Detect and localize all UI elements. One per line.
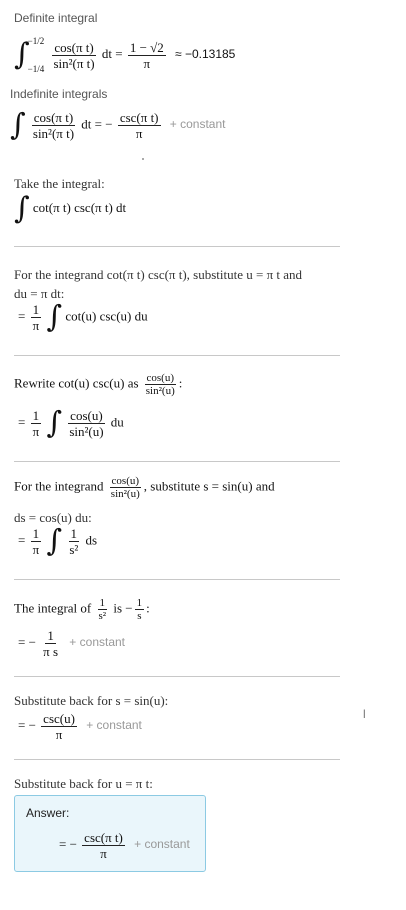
step3-expression: [18, 405, 124, 441]
indefinite-integrals-label: Indefinite integrals: [10, 87, 108, 101]
margin-mark: l: [363, 707, 366, 721]
inline-frac-den: s²: [98, 610, 107, 622]
step1-text: Take the integral:: [14, 176, 105, 191]
approx-value: ≈ −0.13185: [175, 46, 236, 61]
step5-denominator: π s: [43, 644, 59, 659]
inline-frac-den: sin²(u): [110, 488, 140, 500]
step1-expression: [14, 191, 127, 226]
equals-minus: = −: [18, 717, 36, 733]
constant-label: + constant: [169, 117, 226, 132]
integral-sign-icon: ∫: [14, 37, 30, 72]
step5-text-b: is −: [113, 600, 133, 616]
step2-text: For the integrand cot(π t) csc(π t), substitute u = π t and: [14, 267, 303, 282]
step4-text: [14, 475, 275, 500]
colon: :: [178, 375, 183, 391]
step6-denominator: π: [55, 727, 63, 742]
integral-sign-icon: ∫: [46, 405, 63, 441]
step5-expression: [18, 628, 125, 659]
answer-denominator: π: [100, 846, 107, 861]
colon: :: [146, 600, 150, 616]
step4-ds: ds: [85, 532, 98, 548]
step4-text-c: ds = cos(u) du:: [14, 510, 92, 525]
step3-du: du: [110, 414, 124, 430]
inline-frac-num: cos(u): [146, 372, 175, 384]
indef-dt: dt = −: [81, 116, 113, 132]
frac-one: 1: [32, 408, 40, 423]
equals-sign: =: [18, 414, 26, 430]
step3-numerator: cos(u): [70, 408, 103, 423]
answer-label: Answer:: [26, 806, 70, 820]
step5-text-a: The integral of: [14, 600, 92, 616]
step4-text-a: For the integrand: [14, 478, 104, 494]
equals-minus: = −: [59, 836, 77, 852]
constant-label: + constant: [86, 718, 142, 733]
frac-one: 1: [32, 526, 40, 541]
step-divider: [14, 355, 340, 356]
step3-denominator: sin²(u): [69, 424, 104, 439]
inline-frac-num: cos(u): [111, 475, 140, 487]
step4-expression: [18, 523, 98, 559]
dt-equals: dt =: [101, 45, 123, 61]
step4-numerator: 1: [70, 526, 78, 541]
step-divider: [14, 246, 340, 247]
integrand-numerator: cos(π t): [54, 39, 94, 55]
step4-denominator: s²: [69, 542, 79, 557]
inline-frac-num: 1: [99, 597, 106, 609]
step3-text: [14, 372, 182, 397]
definite-integral-expression: [14, 36, 235, 74]
frac-pi: π: [32, 424, 40, 439]
step-divider: [14, 676, 340, 677]
equals-minus: = −: [18, 634, 36, 650]
step6-expression: [18, 711, 142, 742]
separator-dot: [142, 158, 144, 160]
result-denominator: π: [143, 55, 151, 71]
frac-one: 1: [32, 302, 40, 317]
equals-sign: =: [18, 532, 26, 548]
frac-pi: π: [32, 318, 40, 333]
step2-text-b: du = π dt:: [14, 286, 65, 301]
answer-expression: [59, 830, 190, 861]
indef-result-numerator: csc(π t): [119, 110, 159, 125]
answer-box: [14, 795, 206, 872]
constant-label: + constant: [134, 837, 190, 852]
step5-numerator: 1: [47, 628, 54, 643]
step1-integrand: cot(π t) csc(π t) dt: [32, 199, 127, 215]
constant-label: + constant: [69, 635, 126, 650]
integral-sign-icon: ∫: [46, 299, 63, 335]
step-divider: [14, 759, 340, 760]
integrand-denominator: sin²(π t): [53, 55, 95, 71]
integral-sign-icon: ∫: [14, 191, 30, 226]
step-divider: [14, 461, 340, 462]
upper-limit: −1/2: [27, 36, 45, 46]
step2-integrand: cot(u) csc(u) du: [65, 308, 148, 324]
step6-text: Substitute back for s = sin(u):: [14, 693, 169, 708]
indef-denominator: sin²(π t): [32, 126, 75, 141]
step-divider: [14, 579, 340, 580]
indef-result-denominator: π: [135, 126, 143, 141]
lower-limit: −1/4: [27, 64, 45, 74]
inline-frac-num: 1: [136, 597, 143, 609]
step3-text-a: Rewrite cot(u) csc(u) as: [14, 375, 139, 391]
indefinite-integral-expression: [10, 107, 226, 143]
result-numerator: 1 − √2: [129, 39, 164, 55]
step4-text-b: , substitute s = sin(u) and: [143, 478, 275, 494]
integral-sign-icon: ∫: [10, 107, 26, 143]
equals-sign: =: [18, 308, 26, 324]
integral-sign-icon: ∫: [46, 523, 63, 559]
definite-integral-label: Definite integral: [14, 11, 98, 25]
step2-expression: [18, 299, 148, 335]
inline-frac-den: s: [137, 610, 142, 622]
step7-text: Substitute back for u = π t:: [14, 776, 153, 791]
indef-numerator: cos(π t): [33, 110, 74, 125]
step6-numerator: csc(u): [43, 711, 75, 726]
inline-frac-den: sin²(u): [145, 385, 175, 397]
step5-text: [14, 597, 150, 622]
frac-pi: π: [32, 542, 40, 557]
answer-numerator: csc(π t): [84, 830, 123, 845]
